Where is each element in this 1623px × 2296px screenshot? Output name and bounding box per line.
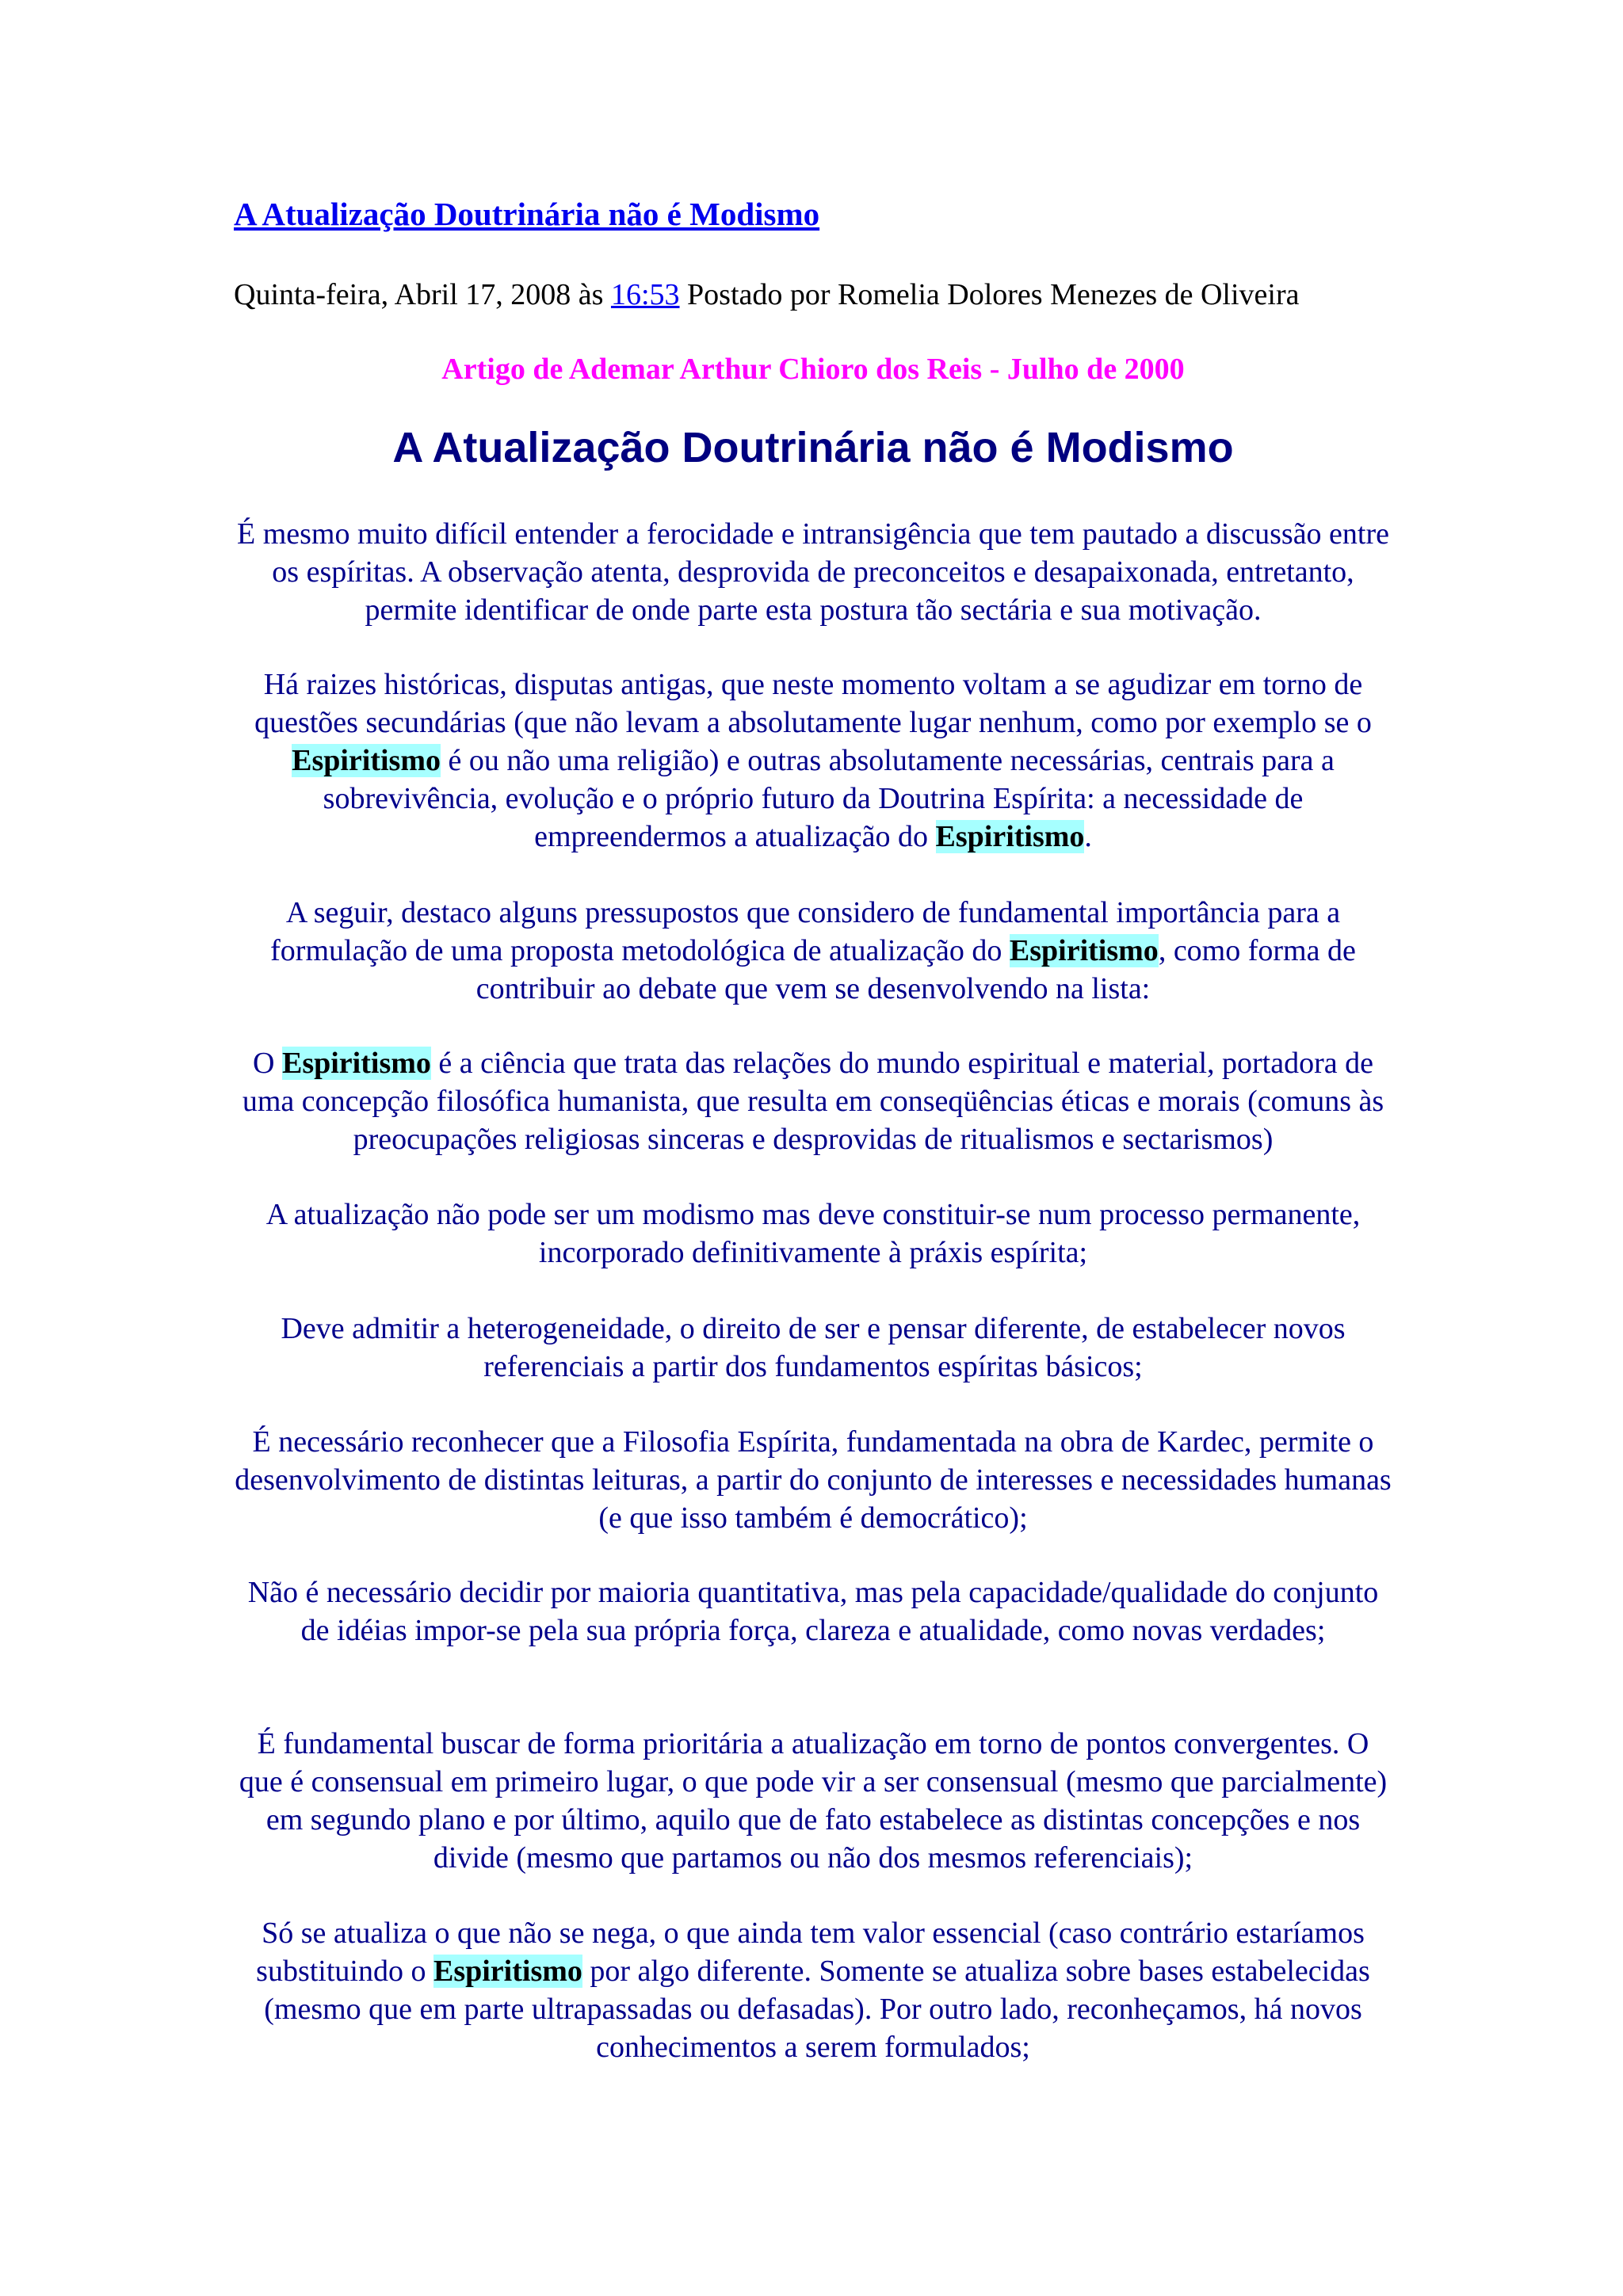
article-paragraph [234, 1573, 1392, 1650]
paragraph-text: Há raizes históricas, disputas antigas, que neste momento voltam a se agudizar em torno de questões secundárias (que não levam a absolutamente lugar nenhum, como por exemplo se o [254, 668, 1372, 739]
highlighted-term: Espiritismo [1009, 934, 1159, 967]
post-date-text: Quinta-feira, Abril 17, 2008 às [234, 278, 611, 311]
highlighted-term: Espiritismo [935, 820, 1085, 853]
highlighted-term: Espiritismo [292, 744, 441, 777]
article-paragraph [234, 515, 1392, 629]
paragraph-text: por algo diferente. Somente se atualiza sobre bases estabelecidas (mesmo que em parte ultrapassadas ou defasadas). Por outro lado, reconheçamos, há novos conhecimentos a serem formulados; [264, 1955, 1370, 2064]
paragraph-text: A atualização não pode ser um modismo mas deve constituir-se num processo permanente, incorporado definitivamente à práxis espírita; [265, 1198, 1361, 1269]
article-paragraph [234, 1914, 1392, 2066]
article-paragraph [234, 1044, 1392, 1158]
paragraph-text: , como forma de contribuir ao debate que vem se desenvolvendo na lista: [475, 934, 1356, 1005]
paragraph-text: Só se atualiza o que não se nega, o que ainda tem valor essencial (caso contrário estaríamos substituindo o [256, 1917, 1365, 1988]
paragraph-text: Deve admitir a heterogeneidade, o direito de ser e pensar diferente, de estabelecer novos referenciais a partir dos fundamentos espíritas básicos; [281, 1312, 1346, 1383]
highlighted-term: Espiritismo [433, 1955, 582, 1988]
post-meta [234, 277, 1299, 312]
paragraph-text: A seguir, destaco alguns pressupostos que considero de fundamental importância para a formulação de uma proposta metodológica de atualização do [270, 896, 1341, 967]
article-paragraph [234, 894, 1392, 1008]
paragraph-text: é ou não uma religião) e outras absolutamente necessárias, centrais para a sobrevivência, evolução e o próprio futuro da Doutrina Espírita: a necessidade de empreendermos a atualização do [323, 744, 1335, 853]
paragraph-text: O [253, 1047, 282, 1080]
paragraph-text: é a ciência que trata das relações do mundo espiritual e material, portadora de uma concepção filosófica humanista, que resulta em conseqüências éticas e morais (comuns às preocupações religiosas sinceras e desprovidas de ritualismos e sectarismos) [242, 1047, 1384, 1156]
article-paragraph [234, 1423, 1392, 1537]
article-heading: A Atualização Doutrinária não é Modismo [392, 424, 1234, 471]
article-paragraph [234, 666, 1392, 856]
paragraph-text: É mesmo muito difícil entender a ferocidade e intransigência que tem pautado a discussão entre os espíritas. A observação atenta, desprovida de preconceitos e desapaixonada, entretanto, permite identificar de onde parte esta postura tão sectária e sua motivação. [236, 517, 1390, 627]
post-time-link[interactable]: 16:53 [610, 278, 680, 311]
article-paragraph [234, 1725, 1392, 1877]
paragraph-text: . [1084, 820, 1092, 853]
article-paragraph [234, 1310, 1392, 1386]
post-title-link[interactable]: A Atualização Doutrinária não é Modismo [234, 196, 820, 232]
paragraph-text: É fundamental buscar de forma prioritária a atualização em torno de pontos convergentes. O que é consensual em primeiro lugar, o que pode vir a ser consensual (mesmo que parcialmente) em segundo plano e por último, aquilo que de fato estabelece as distintas concepções e nos divide (mesmo que partamos ou não dos mesmos referenciais); [239, 1727, 1388, 1875]
paragraph-text: É necessário reconhecer que a Filosofia Espírita, fundamentada na obra de Kardec, permite o desenvolvimento de distintas leituras, a partir do conjunto de interesses e necessidades humanas (e que isso também é democrático); [235, 1425, 1392, 1535]
post-author-text: Postado por Romelia Dolores Menezes de Oliveira [679, 278, 1300, 311]
highlighted-term: Espiritismo [281, 1047, 431, 1080]
article-paragraph [234, 1196, 1392, 1272]
paragraph-text: Não é necessário decidir por maioria quantitativa, mas pela capacidade/qualidade do conjunto de idéias impor-se pela sua própria força, clareza e atualidade, como novas verdades; [247, 1576, 1379, 1647]
article-byline: Artigo de Ademar Arthur Chioro dos Reis - Julho de 2000 [441, 353, 1185, 386]
